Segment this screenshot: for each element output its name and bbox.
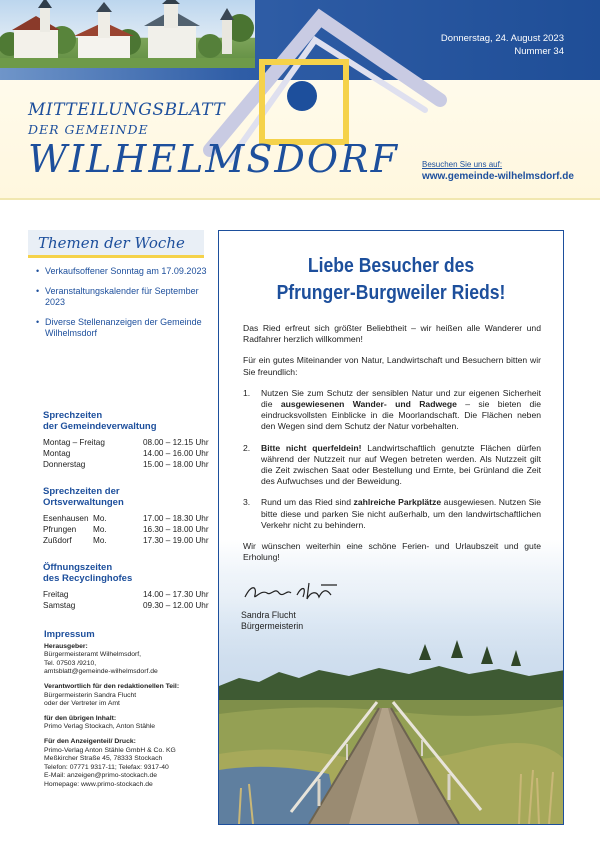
table-row xyxy=(43,589,215,600)
ortsverwaltungen-title-1: Sprechzeiten der xyxy=(43,485,120,497)
point-text-bold: zahlreiche Parkplätze xyxy=(353,497,442,508)
issue-date: Donnerstag, 24. August 2023 xyxy=(440,33,564,44)
article-body xyxy=(219,323,563,563)
row-place: Esenhausen xyxy=(43,513,89,523)
title-line-1: MITTEILUNGSBLATT xyxy=(28,100,226,120)
themen-item: • Verkaufsoffener Sonntag am 17.09.2023 xyxy=(36,266,208,278)
header-divider xyxy=(0,198,600,200)
ortsverwaltungen-title-2: Ortsverwaltungen xyxy=(43,497,124,508)
themen-item: • Diverse Stellenanzeigen der Gemeinde Wilhelmsdorf xyxy=(36,317,208,340)
row-place: Pfrungen xyxy=(43,524,77,534)
themen-title: Themen der Woche xyxy=(38,233,185,252)
impressum-label: Herausgeber: xyxy=(44,642,88,650)
themen-item: • Veranstaltungskalender für September 2023 xyxy=(36,286,208,309)
table-row xyxy=(43,448,215,459)
row-time: 09.30 – 12.00 Uhr xyxy=(143,600,209,610)
handwritten-signature xyxy=(241,579,351,605)
point-text xyxy=(261,388,541,433)
point-text xyxy=(261,497,541,531)
website-callout xyxy=(422,160,574,182)
row-time: 16.30 – 18.00 Uhr xyxy=(143,524,209,534)
impressum-line: oder der Vertreter im Amt xyxy=(44,700,120,708)
issue-number: Nummer 34 xyxy=(514,46,564,57)
row-time: 17.30 – 19.00 Uhr xyxy=(143,535,209,545)
recycling-block xyxy=(28,562,208,611)
signer-role: Bürgermeisterin xyxy=(241,621,304,631)
row-time: 15.00 – 18.00 Uhr xyxy=(143,459,209,469)
point-text-post: – sie bieten die eindrucksvollsten Einblicke in die Moorlandschaft. Die Flächen neben den Wegen sind dem Schutz der Natur vorbehalten. xyxy=(261,399,541,432)
impressum-line: Tel. 07503 /9210, xyxy=(44,659,97,667)
row-time: 08.00 – 12.15 Uhr xyxy=(143,437,209,447)
signature-block xyxy=(241,579,351,632)
recycling-title-2: des Recyclinghofes xyxy=(43,573,133,584)
point-number: 3. xyxy=(243,497,251,508)
impressum-label: für den übrigen Inhalt: xyxy=(44,714,117,722)
ortsverwaltungen-block xyxy=(28,486,208,546)
article-title-line-1: Liebe Besucher des xyxy=(307,255,475,277)
impressum-label: Verantwortlich für den redaktionellen Teil: xyxy=(44,682,180,690)
recycling-title-1: Öffnungszeiten xyxy=(43,561,113,573)
recycling-table xyxy=(43,589,215,611)
title-main: WILHELMSDORF xyxy=(28,137,399,181)
signer-name: Sandra Flucht xyxy=(241,610,296,620)
issue-info xyxy=(441,32,564,58)
row-day: Montag xyxy=(43,448,71,458)
title-line-2: DER GEMEINDE xyxy=(28,122,149,137)
row-day: Freitag xyxy=(43,589,69,599)
row-day: Mo. xyxy=(93,524,107,534)
row-day: Mo. xyxy=(93,513,107,523)
point-text-bold: Bitte nicht querfeldein! xyxy=(261,442,362,453)
article-intro: Das Ried erfreut sich größter Beliebtheit – wir heißen alle Wanderer und Radfahrer herzlich willkommen! xyxy=(243,323,541,345)
point-text-pre: Nutzen Sie zum Schutz der sensiblen Natur und zur eigenen Sicherheit die xyxy=(261,387,541,410)
impressum xyxy=(44,631,224,796)
point-text-bold: ausgewiesenen Wander- und Radwege xyxy=(280,399,457,410)
row-place: Zußdorf xyxy=(43,535,72,545)
point-text xyxy=(261,443,541,488)
impressum-line: Meßkircher Straße 45, 78333 Stockach xyxy=(44,755,163,763)
impressum-line: Bürgermeisteramt Wilhelmsdorf, xyxy=(44,651,142,659)
impressum-title: Impressum xyxy=(44,629,95,640)
sprechzeiten-title-2: der Gemeindeverwaltung xyxy=(43,421,157,432)
ortsverwaltungen-table xyxy=(43,513,215,546)
row-day: Samstag xyxy=(43,600,76,610)
point-text-pre: Rund um das Ried sind xyxy=(261,497,354,508)
row-day: Donnerstag xyxy=(43,459,86,469)
article-title xyxy=(240,253,543,307)
row-day: Montag – Freitag xyxy=(43,437,105,447)
point-number: 1. xyxy=(243,387,251,398)
impressum-label: Für den Anzeigenteil/ Druck: xyxy=(44,737,136,745)
impressum-email[interactable]: E-Mail: anzeigen@primo-stockach.de xyxy=(44,772,158,780)
article-point xyxy=(243,443,541,488)
impressum-line: Primo-Verlag Anton Stähle GmbH & Co. KG xyxy=(44,746,176,754)
table-row xyxy=(43,513,215,524)
row-time: 14.00 – 17.30 Uhr xyxy=(143,589,209,599)
sidebar xyxy=(28,230,208,611)
website-link[interactable]: www.gemeinde-wilhelmsdorf.de xyxy=(422,171,574,182)
themen-list xyxy=(28,266,208,340)
article-point xyxy=(243,497,541,531)
table-row xyxy=(43,524,215,535)
sprechzeiten-title-1: Sprechzeiten xyxy=(43,409,103,421)
article-point xyxy=(243,388,541,433)
impressum-group xyxy=(44,643,224,677)
themen-header xyxy=(28,230,204,258)
article-request: Für ein gutes Miteinander von Natur, Landwirtschaft und Besuchern bitten wir Sie freundlich: xyxy=(243,355,541,377)
row-day: Mo. xyxy=(93,535,107,545)
table-row xyxy=(43,437,215,448)
impressum-line: Telefon: 07771 9317-11; Telefax: 9317-40 xyxy=(44,763,169,771)
point-text-post: ausgewiesen. Nutzen Sie bitte diese und parken Sie nicht außerhalb, um den landwirtschaftlichen Verkehr nicht zu behindern. xyxy=(261,497,541,530)
table-row xyxy=(43,459,215,470)
table-row xyxy=(43,535,215,546)
main-article xyxy=(218,230,564,825)
point-text-post: Landwirtschaftlich genutzte Flächen dürfen während der Nutzzeit nur auf Wegen betreten werden. Als Nutzzeit gilt die Zeit zwischen Saat oder Bestellung und Ernte, bei Grünland die Zeit des Aufwuchses und der Beweidung. xyxy=(261,442,541,487)
row-time: 17.00 – 18.30 Uhr xyxy=(143,513,209,523)
masthead xyxy=(0,0,600,200)
impressum-email[interactable]: amtsblatt@gemeinde-wilhelmsdorf.de xyxy=(44,668,158,676)
sprechzeiten-table xyxy=(43,437,215,470)
publication-title xyxy=(28,100,399,181)
impressum-homepage[interactable]: Homepage: www.primo-stockach.de xyxy=(44,780,153,788)
impressum-group xyxy=(44,738,224,790)
impressum-group xyxy=(44,683,224,709)
article-points xyxy=(243,388,541,531)
impressum-line: Bürgermeisterin Sandra Flucht xyxy=(44,691,137,699)
impressum-line: Primo Verlag Stockach, Anton Stähle xyxy=(44,723,156,731)
row-time: 14.00 – 16.00 Uhr xyxy=(143,448,209,458)
sprechzeiten-block xyxy=(28,410,208,470)
impressum-group xyxy=(44,715,224,732)
table-row xyxy=(43,600,215,611)
article-title-line-2: Pfrunger-Burgweiler Rieds! xyxy=(276,282,506,304)
article-closing: Wir wünschen weiterhin eine schöne Ferien- und Urlaubszeit und gute Erholung! xyxy=(243,541,541,563)
point-number: 2. xyxy=(243,442,251,453)
website-label: Besuchen Sie uns auf: xyxy=(422,160,503,169)
